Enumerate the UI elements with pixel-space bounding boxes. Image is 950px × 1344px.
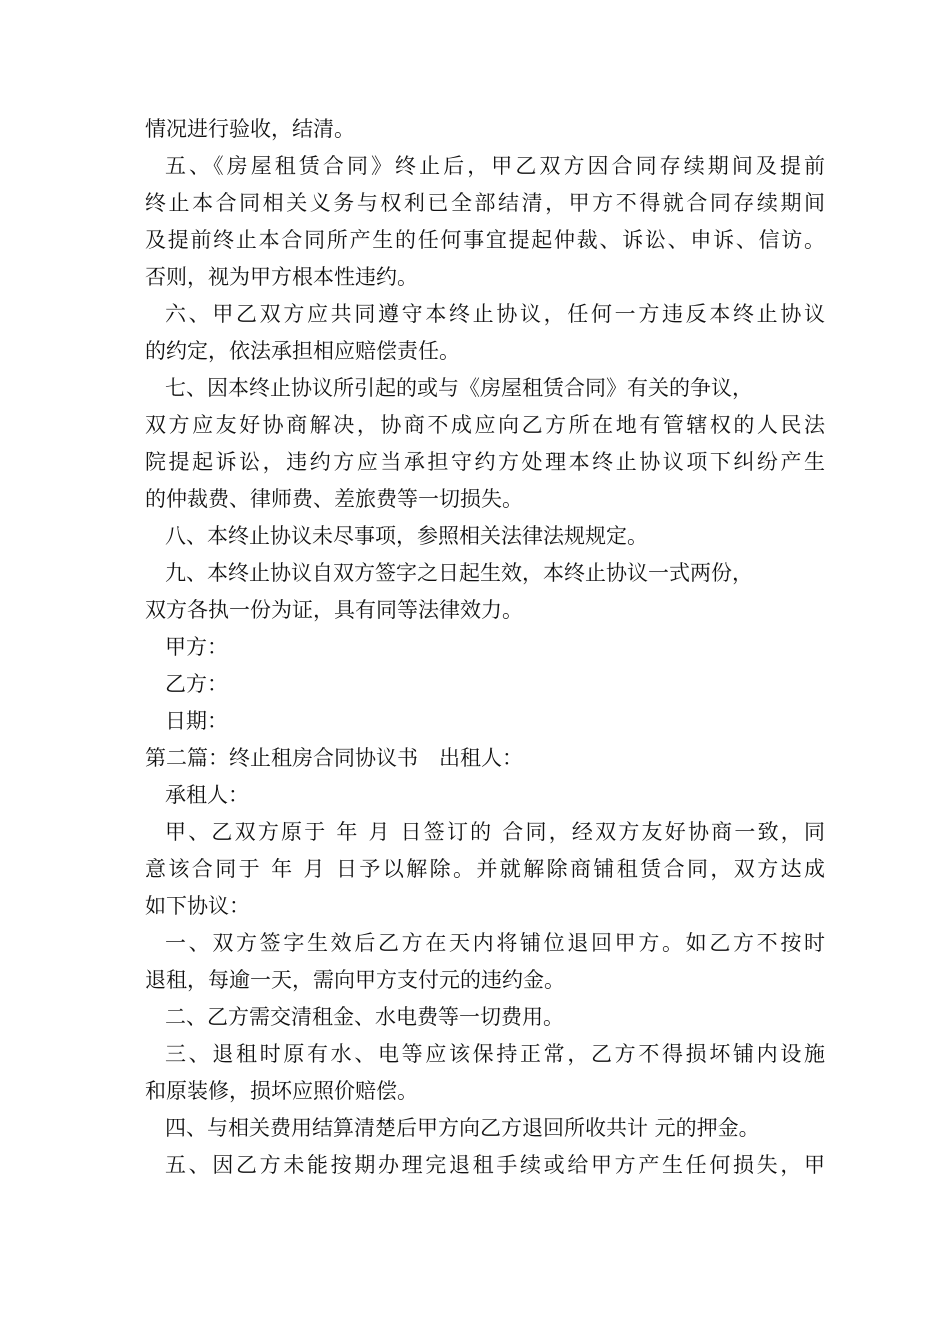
section-2-clause-5-line-1: 五、因乙方未能按期办理完退租手续或给甲方产生任何损失，甲 [165, 1153, 825, 1177]
party-b-label: 乙方： [165, 672, 228, 696]
document-body [145, 111, 825, 1184]
clause-5-line-3: 及提前终止本合同所产生的任何事宜提起仲裁、诉讼、申诉、信访。 [145, 228, 825, 252]
section-2-clause-4-line-1: 四、与相关费用结算清楚后甲方向乙方退回所收共计 元的押金。 [165, 1116, 760, 1140]
intro-line-2: 意该合同于 年 月 日予以解除。并就解除商铺租赁合同，双方达成 [145, 857, 825, 881]
date-label: 日期： [165, 709, 228, 733]
section-2-clause-1-line-1: 一、双方签字生效后乙方在天内将铺位退回甲方。如乙方不按时 [165, 931, 825, 955]
clause-5-line-1: 五、《房屋租赁合同》终止后，甲乙双方因合同存续期间及提前 [165, 154, 825, 178]
clause-5-line-4: 否则，视为甲方根本性违约。 [145, 265, 418, 289]
clause-6-line-1: 六、甲乙双方应共同遵守本终止协议，任何一方违反本终止协议 [165, 302, 825, 326]
clause-7-line-4: 的仲裁费、律师费、差旅费等一切损失。 [145, 487, 523, 511]
clause-6-line-2: 的约定，依法承担相应赔偿责任。 [145, 339, 460, 363]
party-a-label: 甲方： [165, 635, 228, 659]
lessee-label: 承租人： [165, 783, 249, 807]
clause-7-line-1: 七、因本终止协议所引起的或与《房屋租赁合同》有关的争议， [165, 376, 753, 400]
paragraph-line: 情况进行验收，结清。 [145, 117, 355, 141]
section-2-clause-2-line-1: 二、乙方需交清租金、水电费等一切费用。 [165, 1005, 564, 1029]
clause-9-line-1: 九、本终止协议自双方签字之日起生效，本终止协议一式两份， [165, 561, 753, 585]
clause-8-line-1: 八、本终止协议未尽事项，参照相关法律法规规定。 [165, 524, 648, 548]
intro-line-3: 如下协议： [145, 894, 250, 918]
clause-9-line-2: 双方各执一份为证，具有同等法律效力。 [145, 598, 523, 622]
section-2-clause-3-line-2: 和原装修，损坏应照价赔偿。 [145, 1079, 418, 1103]
section-2-heading: 第二篇：终止租房合同协议书 出租人： [145, 746, 523, 770]
intro-line-1: 甲、乙双方原于 年 月 日签订的 合同，经双方友好协商一致，同 [165, 820, 825, 844]
clause-7-line-2: 双方应友好协商解决，协商不成应向乙方所在地有管辖权的人民法 [145, 413, 825, 437]
section-2-clause-1-line-2: 退租，每逾一天，需向甲方支付元的违约金。 [145, 968, 565, 992]
section-2-clause-3-line-1: 三、退租时原有水、电等应该保持正常，乙方不得损坏铺内设施 [165, 1042, 825, 1066]
clause-7-line-3: 院提起诉讼，违约方应当承担守约方处理本终止协议项下纠纷产生 [145, 450, 825, 474]
clause-5-line-2: 终止本合同相关义务与权利已全部结清，甲方不得就合同存续期间 [145, 191, 825, 215]
